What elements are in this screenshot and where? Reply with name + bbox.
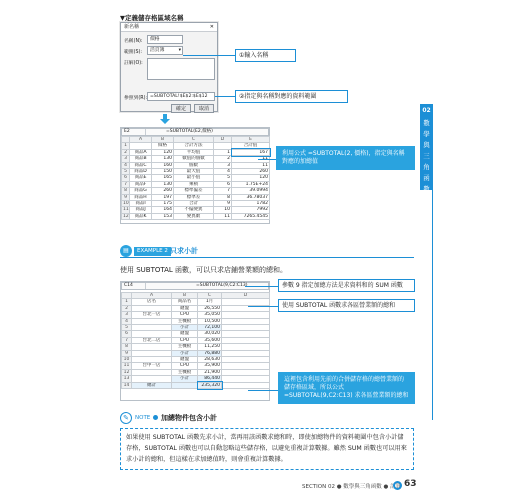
example-title: 只求小計 — [170, 247, 198, 255]
cell[interactable]: 店名 — [132, 299, 172, 305]
scope-label: 範圍(S): — [124, 50, 142, 55]
example-badge: EXAMPLE 2 — [134, 247, 171, 256]
formula-bar — [121, 128, 269, 136]
leader-line — [215, 96, 235, 97]
cell[interactable]: 7 — [214, 188, 232, 194]
example-header — [120, 245, 414, 258]
cell[interactable]: 合計方法 — [174, 143, 214, 149]
cell[interactable]: 商品I — [130, 201, 152, 207]
cell[interactable]: CPU — [172, 337, 198, 343]
cell[interactable] — [172, 382, 198, 388]
cell[interactable]: 72,100 — [198, 325, 222, 331]
cell[interactable]: 商品E — [130, 175, 152, 181]
cell[interactable]: 商品A — [130, 149, 152, 155]
note-label: NOTE — [135, 415, 151, 421]
cancel-button[interactable]: 取消 — [194, 104, 214, 113]
cell[interactable]: 最大值 — [174, 169, 214, 175]
cell[interactable]: 7265.4545 — [232, 213, 270, 219]
note-header — [120, 412, 414, 426]
formula-text[interactable]: =SUBTOTAL(E2,價格) — [166, 129, 213, 134]
cell[interactable]: 主機板 — [172, 369, 198, 375]
row-header[interactable]: 10 — [122, 357, 132, 363]
cell[interactable]: 120 — [232, 175, 270, 181]
cell[interactable]: 35,600 — [198, 337, 222, 343]
row-header[interactable]: 6 — [122, 331, 132, 337]
row-header[interactable]: 9 — [122, 350, 132, 356]
row-header[interactable]: 12 — [122, 369, 132, 375]
cell[interactable]: 標準偏差 — [174, 188, 214, 194]
cell[interactable]: 35,050 — [198, 312, 222, 318]
cell[interactable]: 不偏變異 — [174, 207, 214, 213]
cell[interactable]: 小計 — [172, 376, 198, 382]
cell[interactable]: 235,320 — [198, 382, 222, 388]
cell[interactable]: 鍵盤 — [172, 331, 198, 337]
row-header[interactable]: 3 — [122, 312, 132, 318]
row-header[interactable]: 2 — [122, 305, 132, 311]
row-header[interactable]: 12 — [123, 213, 129, 219]
refers-label: 參照到(R): — [124, 96, 148, 101]
dialog-titlebar — [121, 23, 217, 32]
cell[interactable]: 165 — [152, 175, 174, 181]
cell[interactable]: 小計 — [172, 325, 198, 331]
cell[interactable]: 197 — [152, 194, 174, 200]
cell[interactable]: 合計 — [174, 201, 214, 207]
page-ring-icon — [393, 481, 402, 490]
column-header[interactable]: E — [232, 137, 270, 143]
callout-enter-name: ①輸入名稱 — [235, 49, 296, 62]
cell[interactable]: 4 — [214, 169, 232, 175]
cell[interactable]: 7992 — [232, 207, 270, 213]
bullet-icon — [153, 415, 158, 420]
dialog-title: 新名稱 — [124, 24, 140, 30]
name-label: 名稱(N): — [124, 39, 143, 44]
cell[interactable]: 8 — [214, 194, 232, 200]
cell[interactable]: 39.0994 — [232, 188, 270, 194]
cell[interactable]: 商品D — [130, 169, 152, 175]
cell[interactable]: 260 — [232, 169, 270, 175]
row-header[interactable]: 4 — [122, 162, 130, 168]
leader-line — [248, 390, 278, 391]
cell[interactable]: 5 — [214, 175, 232, 181]
note-title: 加總物件包含小計 — [161, 414, 217, 422]
cell[interactable]: 台北二店 — [132, 337, 172, 343]
cell[interactable]: 商品F — [130, 181, 152, 187]
chapter-title: 數學與三角函數 — [423, 119, 430, 193]
cell[interactable]: 167 — [232, 149, 270, 155]
table-row — [122, 194, 270, 200]
page-number: 63 — [404, 479, 417, 489]
cell[interactable]: 台北一店 — [132, 312, 172, 318]
cell[interactable]: 1 — [214, 149, 232, 155]
cell[interactable]: 36.78037 — [232, 194, 270, 200]
callout-total: 這裡包含利用先前的合併儲存格的總營業額的儲存格區域，所以公式 =SUBTOTAL(9,C2:C13) 求各區營業額的總和 — [278, 372, 415, 404]
cell[interactable]: 商品C — [130, 162, 152, 168]
cell[interactable]: 21,900 — [198, 369, 222, 375]
leader-line — [245, 286, 278, 287]
cell[interactable]: 164 — [152, 207, 174, 213]
namebox[interactable]: C14 — [122, 283, 146, 289]
column-header[interactable]: D — [222, 293, 270, 299]
cell[interactable]: 120 — [152, 149, 174, 155]
cell[interactable]: 160 — [152, 162, 174, 168]
chapter-side-tab — [420, 104, 433, 193]
callout-subtotal-each: 使用 SUBTOTAL 函數求各區營業額的總和 — [278, 299, 415, 312]
row-header[interactable]: 5 — [122, 169, 130, 175]
scope-select[interactable] — [147, 46, 183, 55]
cell[interactable]: 26,550 — [198, 305, 222, 311]
cell[interactable]: 130 — [152, 156, 174, 162]
cell[interactable]: 個數 — [174, 162, 214, 168]
cell[interactable]: 乘積 — [174, 181, 214, 187]
pencil-icon: ✎ — [120, 412, 132, 424]
cell[interactable]: 鍵盤 — [172, 305, 198, 311]
cell[interactable]: 10 — [214, 207, 232, 213]
refers-field[interactable]: =SUBTOTAL!$E$2:$E$12 — [147, 92, 215, 101]
cell[interactable]: 總計 — [132, 382, 172, 388]
cell[interactable] — [222, 382, 270, 388]
formula-text[interactable]: =SUBTOTAL(9,C2:C13) — [196, 283, 248, 288]
callout-refers-range: ②指定與名稱對應的資料範圍 — [235, 90, 348, 103]
cell[interactable]: 11,250 — [198, 344, 222, 350]
row-header[interactable]: 13 — [122, 376, 132, 382]
cell[interactable]: CPU — [172, 363, 198, 369]
cell[interactable]: 數值的個數 — [174, 156, 214, 162]
row-header[interactable]: 3 — [122, 156, 130, 162]
ok-button[interactable]: 確定 — [171, 104, 191, 113]
cell[interactable]: 86,440 — [198, 376, 222, 382]
cell[interactable]: 合計值 — [232, 143, 270, 149]
cell[interactable]: 商品J — [130, 207, 152, 213]
spreadsheet-2 — [120, 281, 270, 401]
row-header[interactable]: 1 — [122, 143, 130, 149]
cell[interactable]: 9 — [214, 201, 232, 207]
row-header[interactable]: 11 — [123, 207, 129, 213]
cell[interactable]: 28,630 — [198, 357, 222, 363]
chapter-number: 02 — [422, 107, 431, 114]
cell[interactable]: 11 — [214, 213, 232, 219]
row-header[interactable]: 14 — [122, 382, 132, 388]
cell[interactable]: 商品B — [130, 156, 152, 162]
cell[interactable]: CPU — [172, 312, 198, 318]
cell[interactable]: 130 — [152, 181, 174, 187]
row-header[interactable]: 9 — [122, 194, 130, 200]
row-header[interactable]: 11 — [122, 363, 132, 369]
cell[interactable]: 6 — [214, 181, 232, 187]
cell[interactable]: 3 — [214, 162, 232, 168]
cell[interactable]: 平均值 — [174, 149, 214, 155]
cell[interactable]: 10,500 — [198, 318, 222, 324]
cell[interactable]: 主機板 — [172, 344, 198, 350]
cell[interactable]: 260 — [152, 188, 174, 194]
side-rule — [432, 190, 433, 420]
column-header[interactable]: A — [130, 137, 152, 143]
column-header[interactable]: B — [152, 137, 174, 143]
cell[interactable]: 商品H — [130, 194, 152, 200]
row-header[interactable]: 8 — [122, 188, 130, 194]
leader-line — [258, 159, 276, 160]
comment-label: 註解(O): — [124, 61, 143, 66]
cell[interactable]: 1月 — [198, 299, 222, 305]
cell[interactable]: 最小值 — [174, 175, 214, 181]
cell[interactable]: 30,020 — [198, 331, 222, 337]
table-row — [122, 213, 270, 219]
row-header[interactable]: 6 — [122, 175, 130, 181]
callout-param-9: 參數 9 指定加總方法是求資料和的 SUM 函數 — [278, 279, 415, 292]
dialog-close-icon[interactable]: ✕ — [209, 24, 214, 30]
table-row — [122, 382, 270, 388]
cell[interactable]: 標準差 — [174, 194, 214, 200]
table-row — [122, 181, 270, 187]
row-header[interactable]: 4 — [122, 318, 132, 324]
cell[interactable]: 商品名 — [172, 299, 198, 305]
row-header[interactable]: 7 — [122, 337, 132, 343]
cell[interactable]: 1.75E+24 — [232, 181, 270, 187]
leader-line — [183, 55, 235, 56]
cell[interactable]: 商品G — [130, 188, 152, 194]
cell[interactable]: 台中一店 — [132, 363, 172, 369]
note-body: 如果使用 SUBTOTAL 函數先求小計，當再用該函數求總和時，即使加總物件的資料範圍中包含小計儲存格，SUBTOTAL 函數也可以自動忽略這些儲存格，以避免重複計算數據。雖然 SUM 函數也可以用來求小計的總和，但這樣在求加總值時，則會重複計算數據。 — [120, 428, 414, 470]
row-header[interactable]: 7 — [122, 181, 130, 187]
example-underline — [120, 257, 414, 258]
cell[interactable]: 35,900 — [198, 363, 222, 369]
column-header[interactable]: C — [198, 293, 222, 299]
column-header[interactable]: B — [172, 293, 198, 299]
column-header[interactable]: C — [174, 137, 214, 143]
namebox[interactable]: E2 — [122, 129, 146, 135]
name-field[interactable]: 價格 — [147, 35, 183, 44]
comment-field[interactable] — [147, 58, 215, 80]
example-icon: ▤ — [120, 245, 132, 257]
cell[interactable]: 2 — [214, 156, 232, 162]
chevron-down-icon: ▾ — [178, 48, 181, 53]
sheet1-grid — [121, 136, 270, 220]
new-name-dialog — [120, 22, 218, 112]
row-header[interactable]: 2 — [122, 149, 130, 155]
row-header[interactable]: 5 — [122, 325, 132, 331]
cell[interactable]: 小計 — [172, 350, 198, 356]
footer-section: SECTION 02 ● 數學與三角函數 ● 計算 — [302, 484, 402, 490]
cell[interactable]: 150 — [152, 169, 174, 175]
spreadsheet-1 — [120, 127, 270, 224]
section-heading: ▼定義儲存格區域名稱 — [120, 14, 184, 22]
cell[interactable]: 175 — [152, 201, 174, 207]
cell[interactable]: 商品K — [130, 213, 152, 219]
row-header[interactable]: 8 — [122, 344, 132, 350]
column-header[interactable]: A — [132, 293, 172, 299]
callout-subtotal-formula: 利用公式 =SUBTOTAL(2, 價格)，指定與名稱對應的加總值 — [276, 146, 415, 170]
cell[interactable]: 153 — [152, 213, 174, 219]
cell[interactable]: 價格 — [152, 143, 174, 149]
down-arrow-icon — [160, 114, 170, 124]
cell[interactable]: 1782 — [232, 201, 270, 207]
scope-value: 活頁簿 — [150, 48, 165, 53]
cell[interactable]: 76,880 — [198, 350, 222, 356]
leader-line — [248, 306, 278, 307]
example-description: 使用 SUBTOTAL 函數，可以只求店鋪營業額的總和。 — [120, 266, 288, 274]
cell[interactable]: 鍵盤 — [172, 357, 198, 363]
cell[interactable]: 變異數 — [174, 213, 214, 219]
cell[interactable]: 11 — [232, 162, 270, 168]
column-header[interactable]: D — [214, 137, 232, 143]
row-header[interactable]: 1 — [122, 299, 132, 305]
cell[interactable]: 主機板 — [172, 318, 198, 324]
row-header[interactable]: 10 — [123, 201, 129, 207]
cell[interactable]: 11 — [232, 156, 270, 162]
